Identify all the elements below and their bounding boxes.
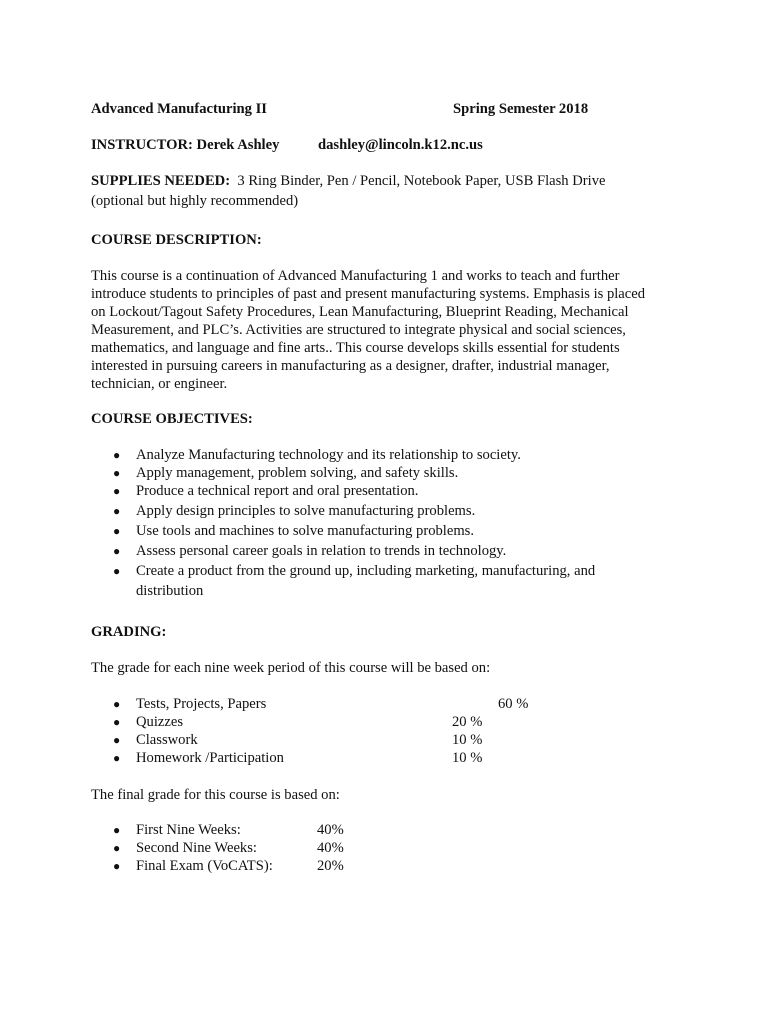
list-item: ● Create a product from the ground up, including marketing, manufacturing, and [113,563,596,579]
grade-weight: 20 % [452,714,483,730]
final-grade-intro: The final grade for this course is based on: [91,787,340,803]
final-weight: 40% [317,840,344,856]
bullet-icon: ● [113,524,121,538]
description-heading: COURSE DESCRIPTION: [91,232,262,248]
description-line: mathematics, and language and fine arts.. This course develops skills essential for students [91,340,620,356]
bullet-icon: ● [113,751,121,765]
course-title: Advanced Manufacturing II [91,101,267,117]
bullet-icon: ● [113,484,121,498]
list-item-continuation: distribution [136,583,204,599]
list-item: ● Quizzes 20 % [113,714,483,730]
description-line: on Lockout/Tagout Safety Procedures, Lean Manufacturing, Blueprint Reading, Mechanical [91,304,629,320]
bullet-icon: ● [113,466,121,480]
final-grade-list [91,821,391,875]
description-paragraph [91,267,676,393]
grade-weight: 60 % [498,696,529,712]
description-line: introduce students to principles of past and present manufacturing systems. Emphasis is placed [91,286,646,302]
bullet-icon: ● [113,697,121,711]
list-item: ● Assess personal career goals in relation to trends in technology. [113,543,507,559]
grade-weight: 10 % [452,750,483,766]
bullet-icon: ● [113,544,121,558]
description-line: Measurement, and PLC’s. Activities are structured to integrate physical and social sciences, [91,322,626,338]
objectives-heading: COURSE OBJECTIVES: [91,411,253,427]
instructor-label: INSTRUCTOR: Derek Ashley [91,137,280,153]
description-line: interested in pursuing careers in manufacturing as a designer, drafter, industrial manager, [91,358,610,374]
description-line: This course is a continuation of Advanced Manufacturing 1 and works to teach and further [91,268,620,284]
bullet-icon: ● [113,841,121,855]
list-item: ● Homework /Participation 10 % [113,750,483,766]
list-item: ● Second Nine Weeks: 40% [113,840,344,856]
bullet-icon: ● [113,504,121,518]
bullet-icon: ● [113,823,121,837]
grading-intro: The grade for each nine week period of this course will be based on: [91,660,491,676]
list-item: ● First Nine Weeks: 40% [113,822,344,838]
instructor-email: dashley@lincoln.k12.nc.us [318,137,483,153]
objectives-list [91,446,595,600]
grading-heading: GRADING: [91,624,167,640]
grading-list [91,695,541,767]
supplies-note: (optional but highly recommended) [91,193,299,209]
semester-label: Spring Semester 2018 [453,101,589,117]
bullet-icon: ● [113,564,121,578]
supplies-line [91,172,605,190]
list-item: ● Analyze Manufacturing technology and its relationship to society. [113,447,521,463]
list-item: ● Apply management, problem solving, and safety skills. [113,465,459,481]
supplies-text: 3 Ring Binder, Pen / Pencil, Notebook Paper, USB Flash Drive [237,173,606,189]
description-line: technician, or engineer. [91,376,228,392]
final-weight: 20% [317,858,344,874]
final-weight: 40% [317,822,344,838]
list-item: ● Classwork 10 % [113,732,483,748]
bullet-icon: ● [113,448,121,462]
supplies-label: SUPPLIES NEEDED: [91,173,231,189]
list-item: ● Apply design principles to solve manufacturing problems. [113,503,476,519]
list-item: ● Produce a technical report and oral presentation. [113,483,419,499]
list-item: ● Use tools and machines to solve manufacturing problems. [113,523,475,539]
grade-weight: 10 % [452,732,483,748]
list-item: ● Tests, Projects, Papers 60 % [113,696,529,712]
bullet-icon: ● [113,733,121,747]
bullet-icon: ● [113,715,121,729]
list-item: ● Final Exam (VoCATS): 20% [113,858,344,874]
bullet-icon: ● [113,859,121,873]
